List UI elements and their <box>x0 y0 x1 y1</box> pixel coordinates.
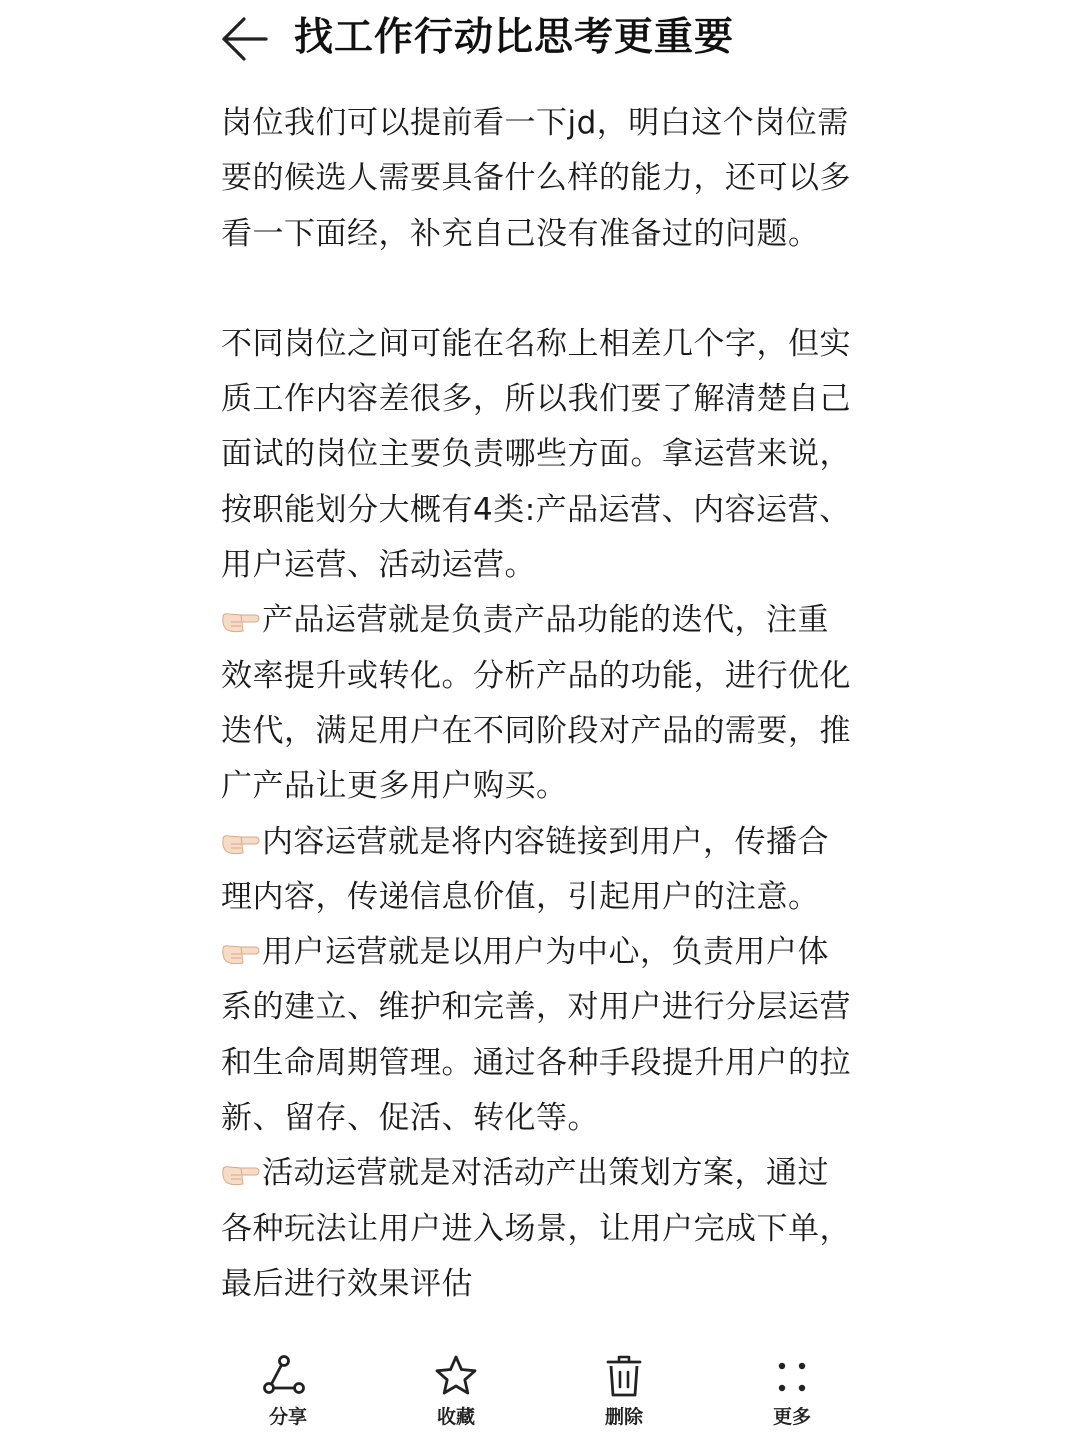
pointing-hand-icon <box>221 605 261 635</box>
share-label: 分享 <box>268 1406 307 1428</box>
bullet-item <box>221 925 857 1146</box>
pointing-hand-icon <box>221 827 261 857</box>
page-title: 找工作行动比思考更重要 <box>294 15 735 60</box>
content-clip-mask <box>0 1315 1080 1340</box>
more-label: 更多 <box>772 1406 811 1428</box>
favorite-label: 收藏 <box>436 1406 475 1428</box>
bullet-item <box>221 593 857 814</box>
star-icon <box>428 1354 484 1400</box>
arrow-left-icon <box>218 14 272 64</box>
pointing-hand-icon <box>221 937 261 967</box>
favorite-button[interactable] <box>396 1354 516 1438</box>
bullet-text: 用户运营就是以用户为中心，负责用户体系的建立、维护和完善，对用户进行分层运营和生命周期管理。通过各种手段提升用户的拉新、留存、促活、转化等。 <box>221 934 851 1137</box>
more-dots-icon <box>764 1354 820 1400</box>
bullet-text: 活动运营就是对活动产出策划方案，通过各种玩法让用户进入场景，让用户完成下单，最后进行效果评估 <box>221 1155 851 1302</box>
top-header <box>0 0 1080 84</box>
delete-button[interactable] <box>564 1354 684 1438</box>
bullet-item <box>221 815 857 926</box>
bullet-item <box>221 1146 857 1312</box>
share-button[interactable] <box>228 1354 348 1438</box>
paragraph: 不同岗位之间可能在名称上相差几个字，但实质工作内容差很多，所以我们要了解清楚自己面试的岗位主要负责哪些方面。拿运营来说，按职能划分大概有4类:产品运营、内容运营、用户运营、活动运营。 <box>221 325 851 584</box>
trash-icon <box>596 1354 652 1400</box>
pointing-hand-icon <box>221 1158 261 1188</box>
paragraph: 岗位我们可以提前看一下jd，明白这个岗位需要的候选人需要具备什么样的能力，还可以多看一下面经，补充自己没有准备过的问题。 <box>221 105 851 252</box>
bullet-text: 产品运营就是负责产品功能的迭代，注重效率提升或转化。分析产品的功能，进行优化迭代，满足用户在不同阶段对产品的需要，推广产品让更多用户购买。 <box>221 602 851 805</box>
delete-label: 删除 <box>604 1406 643 1428</box>
back-button[interactable] <box>218 14 272 64</box>
more-button[interactable] <box>732 1354 852 1438</box>
bottom-action-bar <box>0 1340 1080 1440</box>
note-content[interactable] <box>221 96 857 1336</box>
bullet-text: 内容运营就是将内容链接到用户，传播合理内容，传递信息价值，引起用户的注意。 <box>221 823 829 915</box>
share-icon <box>260 1354 316 1400</box>
